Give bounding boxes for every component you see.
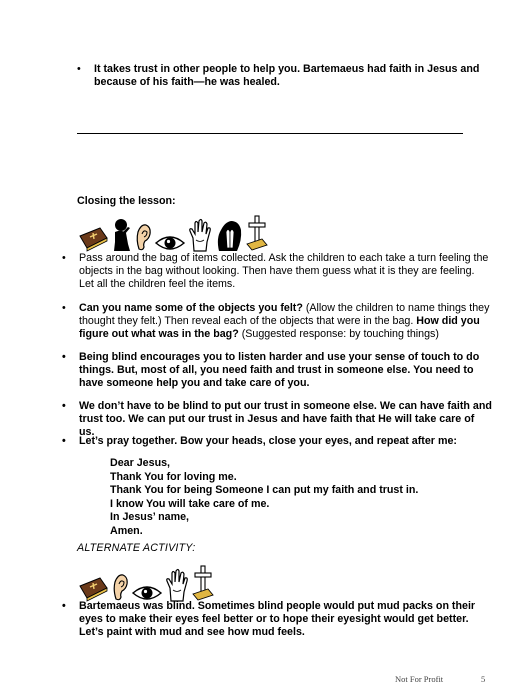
list-item bbox=[62, 435, 492, 448]
eye-icon bbox=[155, 234, 185, 252]
bullet-marker: • bbox=[62, 435, 66, 447]
bullet-marker: • bbox=[62, 302, 66, 314]
prayer-line: Amen. bbox=[110, 524, 143, 537]
praying-hands-icon bbox=[215, 218, 243, 252]
list-item bbox=[62, 302, 492, 342]
prayer-line: In Jesus’ name, bbox=[110, 511, 190, 524]
list-item bbox=[62, 351, 492, 391]
alternate-activity-heading: ALTERNATE ACTIVITY: bbox=[77, 542, 196, 554]
icon-row-closing bbox=[78, 212, 268, 252]
ear-icon bbox=[111, 572, 129, 602]
bullet-text bbox=[79, 302, 492, 342]
prayer-line: Thank You for loving me. bbox=[110, 470, 237, 483]
prayer-line: Dear Jesus, bbox=[110, 457, 171, 469]
footer-label: Not For Profit bbox=[395, 674, 444, 684]
hand-icon bbox=[165, 568, 189, 602]
bullet-text: Pass around the bag of items collected. Ask the children to each take a turn feeling the objects in the bag without looking. Then have them guess what it is they are feeling. Let all the children feel the items. bbox=[79, 252, 489, 291]
cross-icon bbox=[192, 564, 214, 602]
ear-icon bbox=[134, 222, 152, 252]
bullet-text: Being blind encourages you to listen harder and use your sense of touch to do things. But, most of all, you need faith and trust in someone else. You need to have someone help you and take care of you. bbox=[79, 351, 480, 390]
list-item bbox=[62, 252, 492, 292]
top-bullet-text: It takes trust in other people to help you. Bartemaeus had faith in Jesus and because of his faith—he was healed. bbox=[94, 63, 480, 89]
bullet-marker: • bbox=[62, 600, 66, 612]
top-bullet bbox=[77, 63, 497, 89]
list-item bbox=[62, 400, 492, 440]
bullet-text: Bartemaeus was blind. Sometimes blind people would put mud packs on their eyes to make their eyes feel better or to hope their eyesight would get better. Let’s paint with mud and see how mud feels. bbox=[79, 600, 476, 639]
bullet-instruction: (Allow the children to name things they thought they felt.) Then reveal each of the objects that were in the bag. bbox=[79, 302, 490, 328]
list-item bbox=[62, 600, 492, 640]
bullet-marker: • bbox=[77, 63, 81, 75]
bullet-marker: • bbox=[62, 400, 66, 412]
bullet-question: Can you name some of the objects you felt? bbox=[79, 302, 303, 314]
prayer-line: Thank You for being Someone I can put my faith and trust in. bbox=[110, 484, 419, 497]
bullet-question: How did you figure out what was in the bag? bbox=[79, 315, 480, 341]
prayer-line: I know You will take care of me. bbox=[110, 497, 270, 510]
closing-heading: Closing the lesson: bbox=[77, 195, 176, 207]
page-number: 5 bbox=[481, 674, 486, 684]
bullet-marker: • bbox=[62, 252, 66, 264]
horizontal-divider bbox=[77, 133, 463, 134]
bullet-text: We don’t have to be blind to put our trust in someone else. We can have faith and trust too. We can put our trust in Jesus and have faith that He will take care of us. bbox=[79, 400, 492, 439]
bullet-marker: • bbox=[62, 351, 66, 363]
prayer-block bbox=[110, 457, 418, 539]
icon-row-alternate bbox=[78, 562, 214, 602]
cross-icon bbox=[246, 214, 268, 252]
bible-icon bbox=[78, 574, 108, 602]
bullet-text: Let’s pray together. Bow your heads, close your eyes, and repeat after me: bbox=[79, 435, 457, 447]
hand-icon bbox=[188, 218, 212, 252]
bullet-response: (Suggested response: by touching things) bbox=[238, 328, 439, 341]
bible-icon bbox=[78, 224, 108, 252]
kneeling-child-icon bbox=[111, 218, 131, 252]
